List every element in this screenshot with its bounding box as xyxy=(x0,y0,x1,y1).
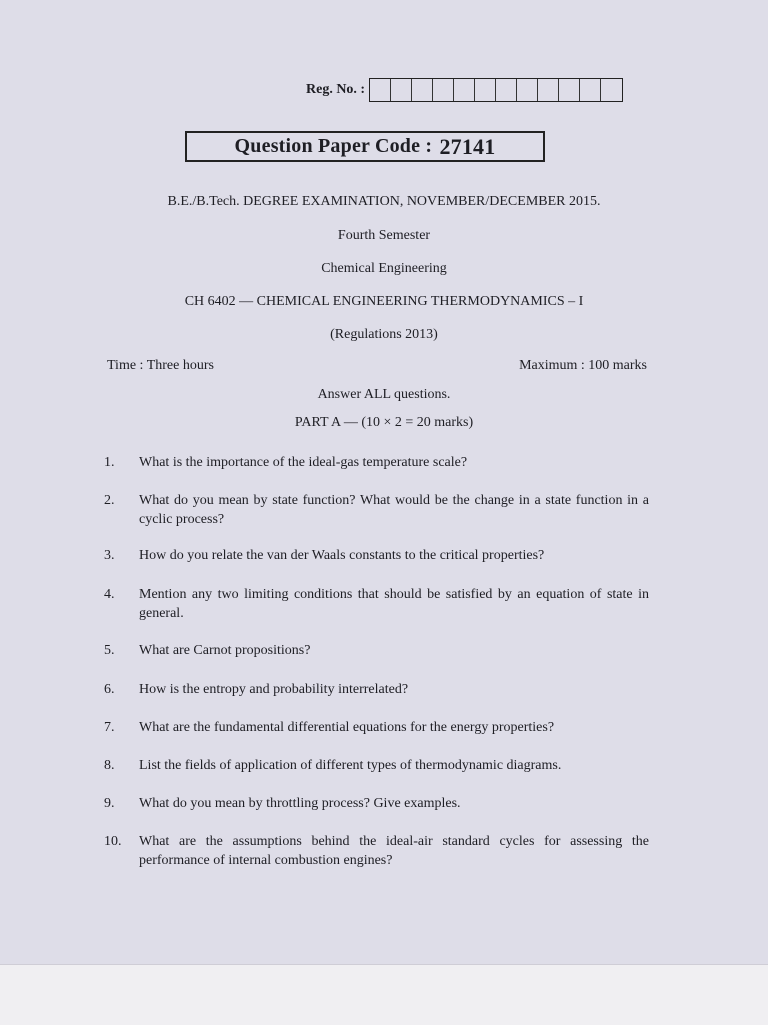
question-item xyxy=(104,680,649,699)
question-item xyxy=(104,832,649,870)
reg-box xyxy=(538,79,559,101)
part-heading: PART A — (10 × 2 = 20 marks) xyxy=(294,415,474,430)
reg-box xyxy=(412,79,433,101)
scan-bottom-margin xyxy=(0,964,768,1025)
question-number: 1. xyxy=(104,455,115,470)
instruction: Answer ALL questions. xyxy=(317,387,451,402)
subject-title: CH 6402 — CHEMICAL ENGINEERING THERMODYNAMICS – I xyxy=(184,294,584,309)
reg-box xyxy=(454,79,475,101)
semester: Fourth Semester xyxy=(337,228,431,243)
code-number: 27141 xyxy=(439,133,496,159)
question-number: 4. xyxy=(104,587,115,602)
question-paper-code xyxy=(185,131,545,162)
question-number: 6. xyxy=(104,682,115,697)
question-text: How do you relate the van der Waals constants to the critical properties? xyxy=(139,548,545,563)
question-number: 10. xyxy=(104,834,122,849)
question-item xyxy=(104,546,649,565)
reg-label: Reg. No. : xyxy=(306,82,366,97)
reg-number-boxes xyxy=(369,78,623,102)
reg-box xyxy=(559,79,580,101)
question-number: 9. xyxy=(104,796,115,811)
reg-box xyxy=(391,79,412,101)
code-label: Question Paper Code : xyxy=(234,135,433,157)
question-text: How is the entropy and probability interrelated? xyxy=(139,682,409,697)
question-item xyxy=(104,718,649,737)
reg-box xyxy=(433,79,454,101)
reg-box xyxy=(475,79,496,101)
regulations: (Regulations 2013) xyxy=(330,327,438,342)
question-text: What is the importance of the ideal-gas temperature scale? xyxy=(139,455,468,470)
department: Chemical Engineering xyxy=(321,261,447,276)
question-text: What are the fundamental differential equations for the energy properties? xyxy=(139,720,555,735)
question-text: List the fields of application of different types of thermodynamic diagrams. xyxy=(139,758,562,773)
reg-box xyxy=(601,79,622,101)
question-item xyxy=(104,794,649,813)
exam-title: B.E./B.Tech. DEGREE EXAMINATION, NOVEMBER/DECEMBER 2015. xyxy=(167,194,601,209)
question-item xyxy=(104,756,649,775)
question-text: What do you mean by throttling process? Give examples. xyxy=(139,796,461,811)
question-item xyxy=(104,585,649,623)
registration-number xyxy=(306,78,623,102)
question-number: 2. xyxy=(104,493,115,508)
question-text: Mention any two limiting conditions that should be satisfied by an equation of state in general. xyxy=(139,587,649,621)
question-text: What do you mean by state function? What would be the change in a state function in a cyclic process? xyxy=(139,493,649,527)
time-marks-row xyxy=(107,358,647,374)
reg-box xyxy=(580,79,601,101)
question-text: What are the assumptions behind the ideal-air standard cycles for assessing the performance of internal combustion engines? xyxy=(139,834,649,868)
question-number: 3. xyxy=(104,548,115,563)
question-number: 5. xyxy=(104,643,115,658)
time-allowed: Time : Three hours xyxy=(107,358,214,373)
reg-box xyxy=(517,79,538,101)
reg-box xyxy=(496,79,517,101)
question-item xyxy=(104,641,649,660)
question-item xyxy=(104,453,649,472)
question-number: 8. xyxy=(104,758,115,773)
reg-box xyxy=(370,79,391,101)
question-text: What are Carnot propositions? xyxy=(139,643,311,658)
question-number: 7. xyxy=(104,720,115,735)
question-item xyxy=(104,491,649,529)
maximum-marks: Maximum : 100 marks xyxy=(519,358,647,373)
